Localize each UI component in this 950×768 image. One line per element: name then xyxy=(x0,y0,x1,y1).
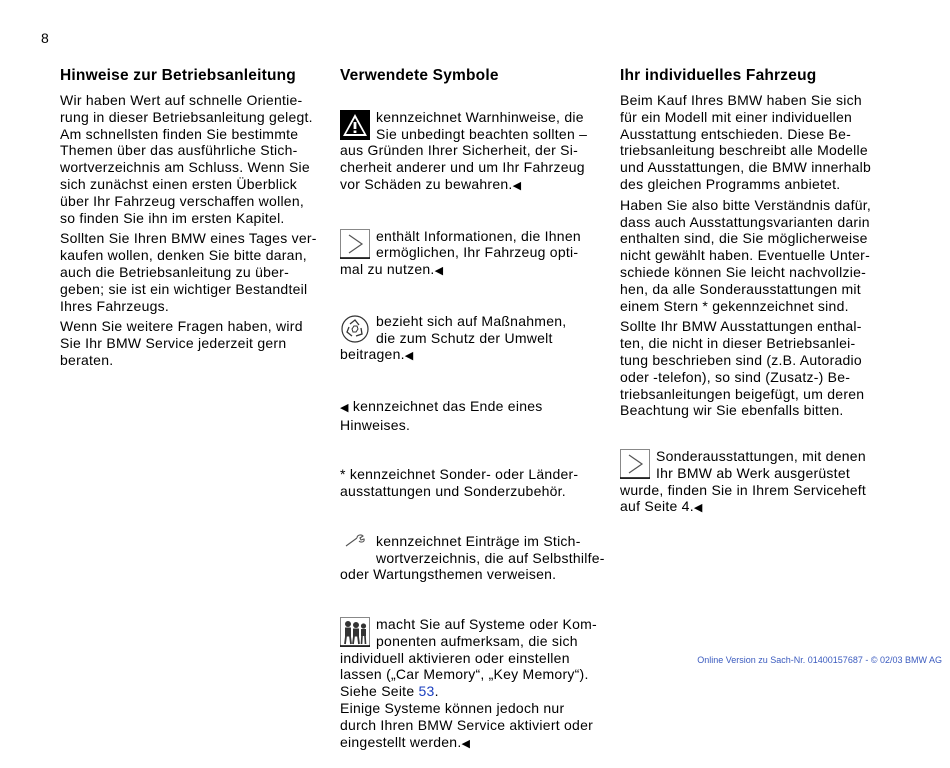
end-marker-icon: ◀ xyxy=(434,265,444,278)
footer-copyright: Online Version zu Sach-Nr. 01400157687 - © 02/03 BMW AG xyxy=(697,655,942,665)
column-symbols xyxy=(340,66,610,768)
paragraph: Sollte Ihr BMW Ausstattungen enthal- ten, die nicht in dieser Betriebsanlei- tung beschrieben sind (z.B. Autoradio oder -telefon), so sind (Zusatz-) Be- triebsanleitungen beigefügt, um deren Beachtung wir Sie ebenfalls bitten. xyxy=(620,318,865,419)
symbol-warning-entry xyxy=(340,92,610,195)
page-53-link[interactable]: 53 xyxy=(418,683,435,700)
paragraph: Beim Kauf Ihres BMW haben Sie sich für ein Modell mit einer individuellen Ausstattung entschieden. Diese Be- triebsanleitung beschreibt alle Modelle und Ausstattungen, die BMW innerhalb des gleichen Programms anbietet. xyxy=(620,92,872,192)
section-title-individual-vehicle: Ihr individuelles Fahrzeug xyxy=(620,67,817,84)
end-marker-icon: ◀ xyxy=(461,737,471,750)
special-equipment-note xyxy=(620,431,890,517)
section-title-symbols: Verwendete Symbole xyxy=(340,67,499,84)
warning-text: kennzeichnet Warnhinweise, die Sie unbedingt beachten sollten – aus Gründen Ihrer Sicherheit, der Si- cherheit anderer und um Ihr Fahrzeug vor Schäden zu bewahren. xyxy=(340,108,588,192)
star-icon: * xyxy=(340,466,346,483)
star-text: kennzeichnet Sonder- oder Länder- ausstattungen und Sonderzubehör. xyxy=(340,466,579,500)
end-text: kennzeichnet das Ende eines Hinweises. xyxy=(340,397,543,433)
symbol-end-entry xyxy=(340,381,610,433)
system-text-continued: . Einige Systeme können jedoch nur durch Ihren BMW Service aktiviert oder eingestellt werden. xyxy=(340,683,594,750)
environment-icon xyxy=(340,314,370,344)
page-number: 8 xyxy=(41,30,49,46)
warning-icon xyxy=(340,110,370,140)
end-marker-icon: ◀ xyxy=(404,350,414,363)
info-icon xyxy=(340,229,370,259)
symbol-index-entry xyxy=(340,516,610,583)
index-text: kennzeichnet Einträge im Stich- wortverzeichnis, die auf Selbsthilfe- oder Wartungsthemen verweisen. xyxy=(340,532,605,583)
wrench-icon xyxy=(340,533,370,549)
system-text: macht Sie auf Systeme oder Kom- ponenten aufmerksam, die sich individuell aktivieren oder einstellen lassen („Car Memory“, „Key Memory“). Siehe Seite xyxy=(340,615,597,700)
paragraph: Wir haben Wert auf schnelle Orientie- rung in dieser Betriebsanleitung gelegt. Am schnellsten finden Sie bestimmte Themen über das ausführliche Stich- wortverzeichnis am Schluss. Wenn Sie sich zunächst einen ersten Überblick über Ihr Fahrzeug verschaffen wollen, so finden Sie ihn im ersten Kapitel. xyxy=(60,92,313,226)
paragraph: Wenn Sie weitere Fragen haben, wird Sie Ihr BMW Service jederzeit gern beraten. xyxy=(60,318,303,368)
column-manual-notes xyxy=(60,66,330,373)
paragraph: Sollten Sie Ihren BMW eines Tages ver- kaufen wollen, denken Sie bitte daran, auch die Betriebsanleitung zu über- geben; sie ist ein wichtiger Bestandteil Ihres Fahrzeugs. xyxy=(60,230,317,314)
paragraph xyxy=(620,197,890,315)
info-text: enthält Informationen, die Ihnen ermöglichen, Ihr Fahrzeug opti- mal zu nutzen. xyxy=(340,227,581,278)
paragraph-text: Haben Sie also bitte Verständnis dafür, dass auch Ausstattungsvarianten darin enthalten sind, die Sie möglicherweise nicht gewählt haben. Eventuelle Unter- schiede können Sie leicht nachvollzie- hen, da alle Sonderausstattungen mit einem Stern xyxy=(620,196,872,314)
note-text: Sonderausstattungen, mit denen Ihr BMW ab Werk ausgerüstet wurde, finden Sie in Ihrem Serviceheft auf Seite 4. xyxy=(620,447,867,515)
people-icon xyxy=(340,617,370,647)
column-individual-vehicle xyxy=(620,66,890,533)
environment-text: bezieht sich auf Maßnahmen, die zum Schutz der Umwelt beitragen. xyxy=(340,312,567,363)
end-marker-icon: ◀ xyxy=(512,179,522,192)
end-marker-icon: ◀ xyxy=(340,401,349,414)
end-marker-icon: ◀ xyxy=(693,502,703,515)
section-title-manual-notes: Hinweise zur Betriebsanleitung xyxy=(60,67,296,84)
symbol-system-entry xyxy=(340,599,610,752)
symbol-star-entry xyxy=(340,450,610,500)
info-icon xyxy=(620,449,650,479)
symbol-info-entry xyxy=(340,211,610,280)
paragraph-text-continued: gekennzeichnet sind. xyxy=(708,297,849,314)
symbol-environment-entry xyxy=(340,296,610,365)
star-icon: * xyxy=(702,297,709,314)
